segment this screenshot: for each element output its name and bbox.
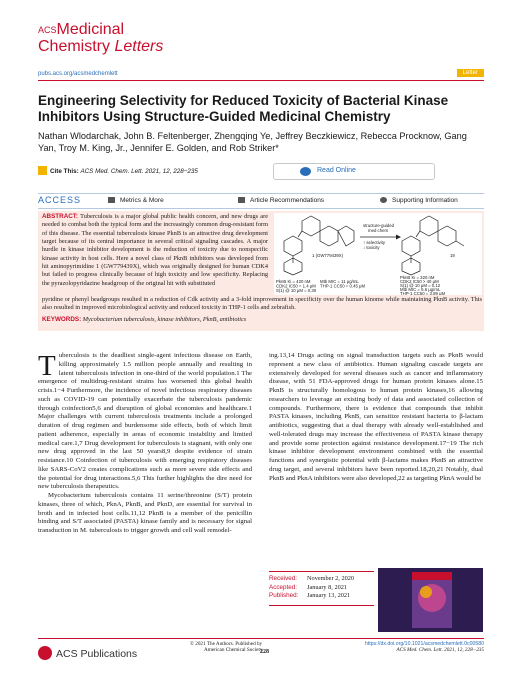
journal-url[interactable]: pubs.acs.org/acsmedchemlett: [38, 71, 118, 77]
left-data-4: THP-1 CC50 = 0.45 μM: [320, 283, 366, 289]
abstract-body-a: Tuberculosis is a major global public health concern, and new drugs are needed to combat both the typical form and the increasingly common drug-resistant form of this disease. The essential tuberculosis kinase PknB is an attractive drug development target because of its central importance in several critical signaling cascades. A major hurdle in kinase inhibitor development is the reduction of toxicity due to nonspecific kinase activity in host cells. Here a novel class of PknB inhibitors was developed from hit aminopyrimidine 1 (GW779439X), which was originally designed for human CDK4 but failed to progress clinically because of high toxicity and low specificity. Replacing the pyrazolopyridazine headgroup of the original hit with substituted: [42, 213, 268, 287]
access-label: ACCESS: [38, 195, 82, 205]
ring-head-left: [320, 226, 338, 246]
metrics-link[interactable]: [108, 197, 164, 204]
left-data-3: Mtb MIC = 11 μg/mL: [320, 279, 359, 284]
article-dates: [269, 571, 374, 606]
cite-reference: ACS Med. Chem. Lett. 2021, 12, 228−235: [80, 168, 198, 175]
cover-art: [378, 568, 483, 632]
right-data-1: CDK2 IC50 > 40 μM: [400, 279, 439, 284]
supporting-info-icon: [380, 197, 387, 203]
ring-head2-left: [338, 226, 354, 246]
toc-svg: [274, 213, 482, 295]
arrow-label-top2: med chem: [368, 228, 389, 233]
ring-phenyl-right: [402, 236, 420, 256]
compound-left-label: 1 (GW779439X): [312, 253, 344, 258]
supporting-info-link[interactable]: [380, 197, 458, 204]
abstract-text-bottom: pyridine or phenyl headgroups resulted in a reduction of Cdk activity and a 3-fold improvement in specificity over the human kinome while maintaining PknB activity. This also resulted in improved microbiological activity and reduced toxicity in THP-1 cells and zebrafish.: [42, 296, 482, 312]
acs-publications-logo: [38, 646, 137, 660]
body-paragraph-3: ing.13,14 Drugs acting on signal transduction targets such as PknB would represent a new class of antibiotics. Human signaling cascade targets are extensively developed for several diseases such as cancer and inflammatory disease, with 51 FDA-approved drugs for human protein kinases alone.15 PknB is structurally homologous to human protein kinases,16 allowing researchers to leverage an existing body of data and associated collection of compounds. Furthermore, there is evidence that compounds that inhibit PASTA kinases, including PknB, can sensitize resistant bacteria to β-lactam antibiotics, suggesting that a dual therapy with already well-established and well-tolerated drugs may increase the effectiveness of PASTA kinase therapy and provide some protection against resistance development.17−19 The rich kinase inhibitor development environment combined with the essential functions and synergistic potential with β-lactams makes PknB an attractive drug target, and several inhibitors have been reported.18,20,21 Notably, dual PknB and PknA inhibitors were also developed,22 as targeting PknA would be: [269, 352, 483, 482]
left-data-2: S(1) @ 10 μM = 0.30: [276, 288, 317, 293]
read-online-label: Read Online: [317, 167, 356, 174]
article-type-badge: Letter: [457, 69, 484, 77]
keywords-label: KEYWORDS:: [42, 316, 82, 323]
header-rule: [38, 80, 484, 81]
received-date: November 2, 2020: [307, 575, 355, 582]
compound-right-label: 19: [450, 253, 455, 258]
abstract-text-top: [42, 213, 268, 288]
journal-logo: [38, 22, 163, 55]
body-paragraph-2: Mycobacterium tuberculosis contains 11 serine/threonine (S/T) protein kinases, three of which, PknA, PknB, and PknD, are essential for survival in broth and in infected host cells.11,12 PknB is a member of the penicillin binding and S/T associated (PASTA) kinase family and is necessary for signal transduction in M. tuberculosis to trigger growth and cell wall remodel-: [38, 492, 252, 534]
copyright-line1: © 2021 The Authors. Published by: [190, 641, 263, 647]
arrow-label-bottom1: ↑ selectivity: [363, 240, 385, 245]
journal-cover-image[interactable]: [378, 568, 483, 632]
cite-bar: [38, 161, 484, 181]
cite-icon: [38, 166, 47, 175]
journal-line2a: Chemistry: [38, 38, 115, 55]
read-online-icon: [300, 167, 311, 176]
left-data-1: CDK2 IC50 = 1.4 μM: [276, 283, 316, 289]
arrow-label-bottom2: ↓ toxicity: [363, 245, 380, 250]
keywords-list: Mycobacterium tuberculosis, kinase inhibitors, PknB, antibiotics: [82, 316, 247, 323]
footer-rule: [38, 638, 484, 639]
copyright-line2: American Chemical Society: [204, 647, 263, 654]
read-online-button[interactable]: [273, 163, 435, 180]
supporting-info-label: Supporting Information: [392, 197, 458, 204]
published-label: Published:: [269, 592, 299, 599]
right-data-4: THP-1 CC50 = 3.89 μM: [400, 291, 446, 295]
recommendations-link[interactable]: [238, 197, 324, 204]
footer-cite: ACS Med. Chem. Lett. 2021, 12, 228−235: [396, 647, 484, 654]
document-icon: [238, 197, 245, 203]
journal-line1: Medicinal: [56, 21, 125, 38]
header-line: [38, 71, 484, 77]
article-title: Engineering Selectivity for Reduced Toxicity of Bacterial Kinase Inhibitors Using Structure-Guided Medicinal Chemistry: [38, 93, 449, 124]
left-data-0: PknB Ki = 420 nM: [276, 279, 311, 284]
keywords: [42, 316, 482, 323]
arrow-label-top: structure-guided: [363, 223, 395, 228]
body-paragraph-1: uberculosis is the deadliest single-agent infectious disease on Earth, killing approximately 1.5 million people annually and resulting in latent tuberculosis infection in one-third of the world population.1 The emergence of multidrug-resistant strains has worsened this global health crisis.1−4 Furthermore, the incidence of novel infectious respiratory diseases such as COVID-19 can potentially exacerbate the tuberculosis pandemic through coinfection5,6 and disruption of global economies and healthcare.1 Major challenges with current tuberculosis treatments include a prolonged duration of drug regimen and burdensome side effects, both of which limit patient adherence, especially in areas of economic instability and limited medical care.1,7 Drug development for tuberculosis is stagnant, with only one new drug approved in the last 50 years8,9 despite evidence of strain resistance.10 Coinfection of tuberculosis with emerging respiratory diseases like SARS-CoV2 creates complications such as more severe side effects and the potential for drug interactions.5,6 This further highlights the dire need for new tuberculosis therapeutics.: [38, 352, 252, 491]
metrics-label: Metrics & More: [120, 197, 164, 204]
abstract-label: ABSTRACT:: [42, 213, 79, 220]
bar-chart-icon: [108, 197, 115, 203]
recommendations-label: Article Recommendations: [250, 197, 325, 204]
right-data-3: Mtb MIC = 5.6 μg/mL: [400, 287, 441, 292]
ring-pyrimidine-right: [420, 216, 438, 236]
publisher-name: ACS Publications: [56, 648, 138, 660]
right-data-2: S(1) @ 10 μM = 0.12: [400, 283, 441, 288]
footer-doi: [365, 641, 484, 654]
published-date: January 13, 2021: [307, 592, 351, 599]
toc-graphic: [274, 213, 482, 295]
doi-link[interactable]: https://dx.doi.org/10.1021/acsmedchemlett.0c00580: [364, 641, 484, 647]
cite-this: [38, 166, 198, 175]
received-label: Received:: [269, 575, 298, 582]
drop-cap: T: [38, 350, 56, 382]
author-list: Nathan Wlodarchak, John B. Feltenberger, Zhengqing Ye, Jeffrey Beczkiewicz, Rebecca Procknow, Gang Yan, Troy M. King, Jr., Jennifer E. Golden, and Rob Striker*: [38, 131, 467, 153]
access-bar: [38, 193, 484, 209]
accepted-label: Accepted:: [269, 583, 298, 591]
ring-pyrimidine-left: [302, 216, 320, 236]
ring-head-right: [438, 226, 456, 246]
body-column-right: [269, 352, 483, 483]
journal-line2b: Letters: [114, 38, 164, 55]
right-data-0: PknB Ki = 320 nM: [400, 275, 435, 280]
body-column-left: [38, 352, 252, 536]
cite-label: Cite This:: [50, 168, 79, 175]
ring-phenyl-left: [284, 236, 302, 256]
acs-logo-icon: [38, 646, 52, 660]
page-number: 228: [260, 649, 269, 655]
accepted-date: January 8, 2021: [307, 583, 348, 591]
copyright: [190, 641, 262, 654]
reaction-arrowhead: [396, 235, 401, 240]
journal-acs: ACS: [38, 25, 57, 35]
